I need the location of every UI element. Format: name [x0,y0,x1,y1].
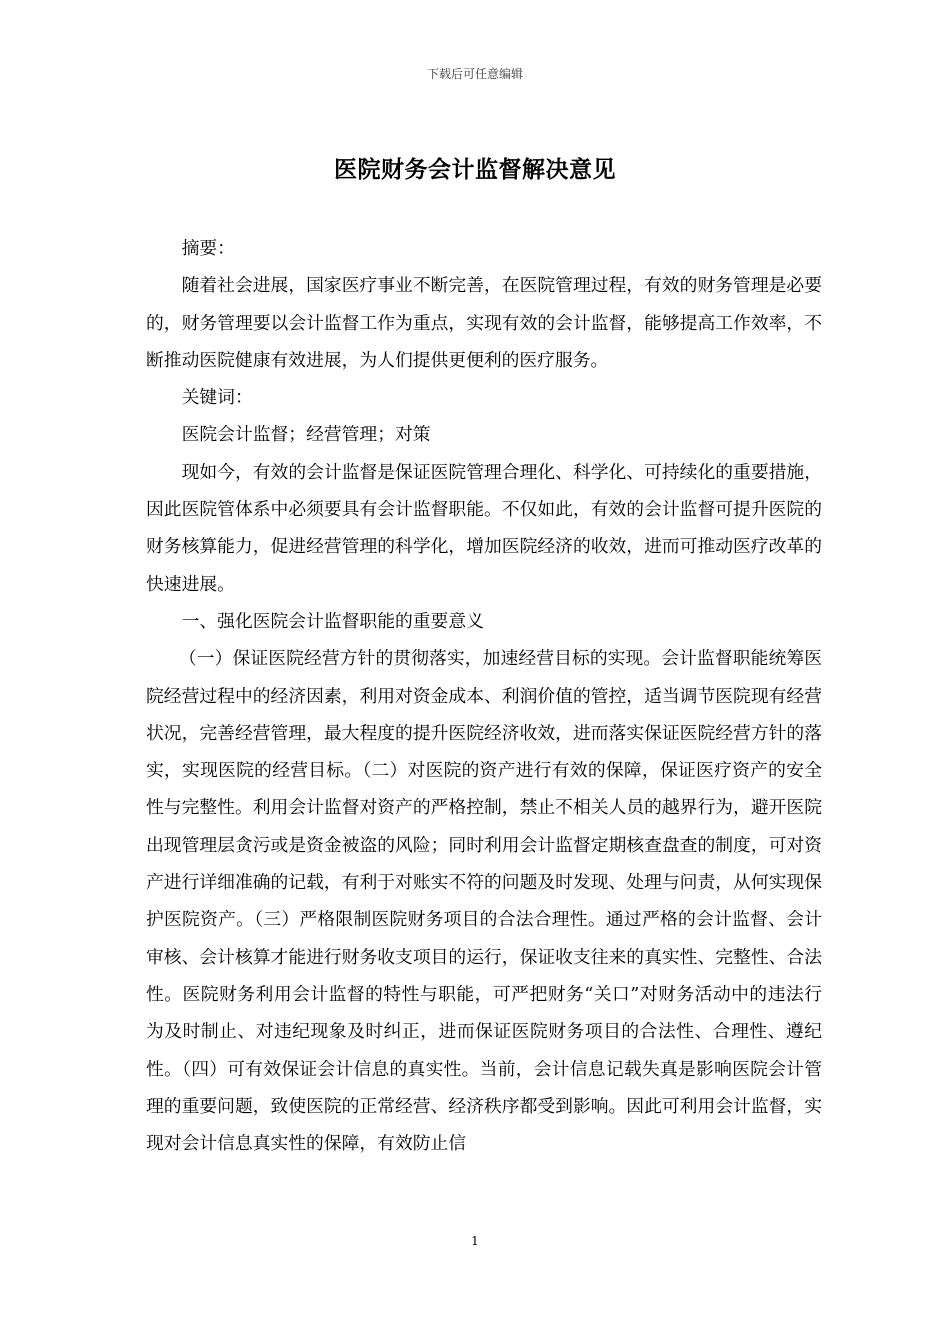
abstract-paragraph: 随着社会进展，国家医疗事业不断完善，在医院管理过程，有效的财务管理是必要的，财务管理要以会计监督工作为重点，实现有效的会计监督，能够提高工作效率，不断推动医院健康有效进展，为人们提供更便利的医疗服务。 [146,275,822,371]
abstract-label: 摘要： [181,238,235,259]
keywords-label: 关键词： [181,387,253,409]
document-title: 医院财务会计监督解决意见 [334,156,616,183]
intro-paragraph: 现如今，有效的会计监督是保证医院管理合理化、科学化、可持续化的重要措施，因此医院管体系中必须要具有会计监督职能。不仅如此，有效的会计监督可提升医院的财务核算能力，促进经营管理的科学化，增加医院经济的收效，进而可推动医疗改革的快速进展。 [146,461,822,595]
section-paragraph: （一）保证医院经营方针的贯彻落实，加速经营目标的实现。会计监督职能统筹医院经营过程中的经济因素，利用对资金成本、利润价值的管控，适当调节医院现有经营状况，完善经营管理，最大程度的提升医院经济收效，进而落实保证医院经营方针的落实，实现医院的经营目标。（二）对医院的资产进行有效的保障，保证医疗资产的安全性与完整性。利用会计监督对资产的严格控制，禁止不相关人员的越界行为，避开医院出现管理层贪污或是资金被盗的风险；同时利用会计监督定期核查盘查的制度，可对资产进行详细准确的记载，有利于对账实不符的问题及时发现、处理与问责，从何实现保护医院资产。（三）严格限制医院财务项目的合法合理性。通过严格的会计监督、会计审核、会计核算才能进行财务收支项目的运行，保证收支往来的真实性、完整性、合法性。医院财务利用会计监督的特性与职能，可严把财务“关口”对财务活动中的违法行为及时制止、对违纪现象及时纠正，进而保证医院财务项目的合法性、合理性、遵纪性。（四）可有效保证会计信息的真实性。当前，会计信息记载失真是影响医院会计管理的重要问题，致使医院的正常经营、经济秩序都受到影响。因此可利用会计监督，实现对会计信息真实性的保障，有效防止信 [146,648,822,1155]
page-header: 下载后可任意编辑 [426,67,523,81]
page-number: 1 [471,1234,479,1248]
keywords-paragraph: 医院会计监督；经营管理；对策 [181,424,431,446]
section-heading: 一、强化医院会计监督职能的重要意义 [181,610,484,632]
document-body [146,230,822,1162]
